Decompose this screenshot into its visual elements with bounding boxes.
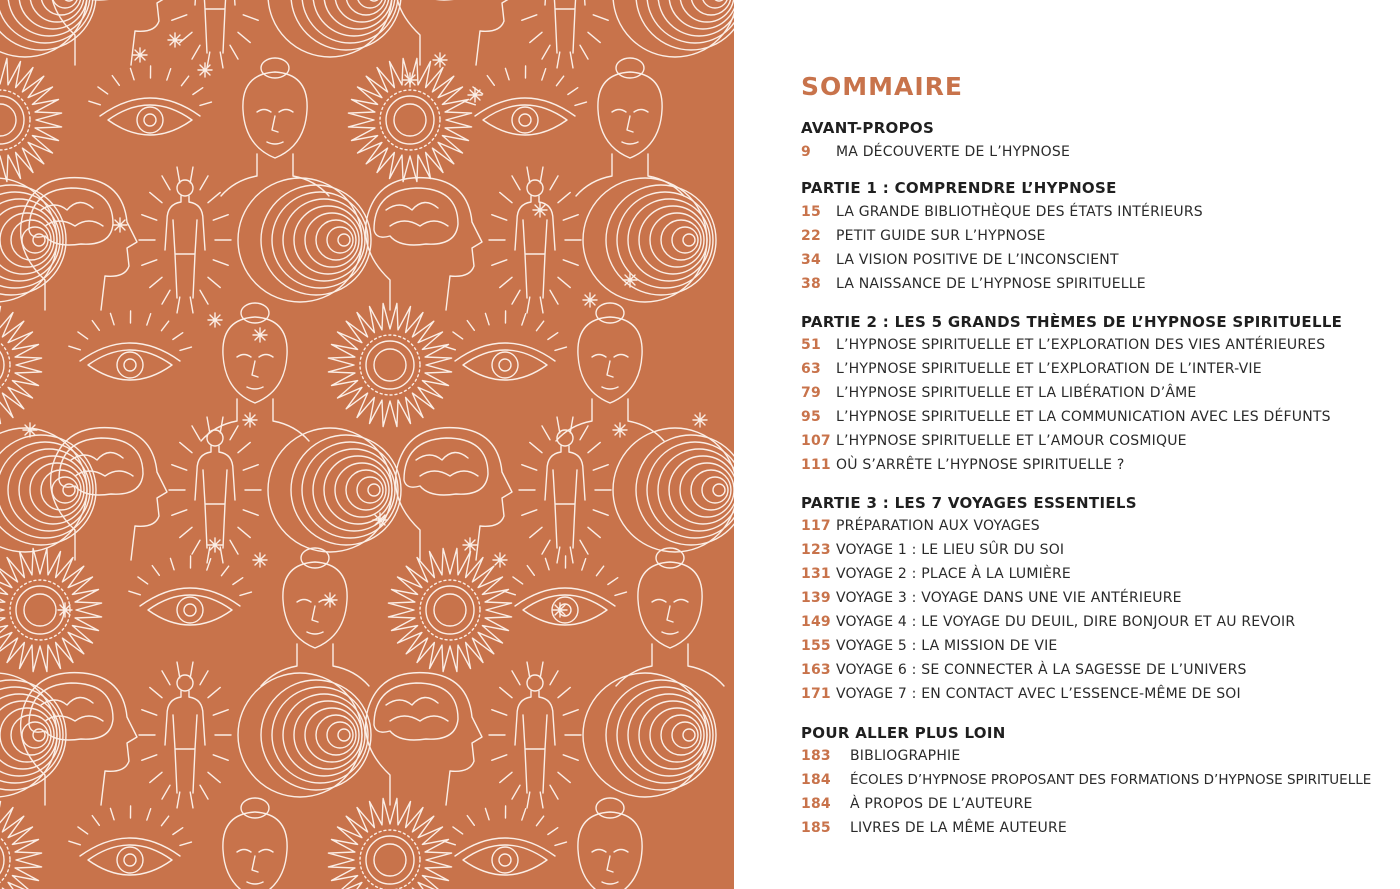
entry-label: L’HYPNOSE SPIRITUELLE ET L’EXPLORATION DE L’INTER-VIE bbox=[836, 361, 1262, 377]
human-figure-icon bbox=[139, 167, 231, 313]
page-number: 123 bbox=[801, 542, 831, 558]
toc-entry[interactable] bbox=[801, 252, 1119, 268]
concentric-circles-icon bbox=[0, 178, 66, 302]
star-icon bbox=[23, 423, 37, 437]
brain-head-icon bbox=[366, 673, 482, 805]
concentric-circles-icon bbox=[613, 428, 734, 552]
toc-entry[interactable] bbox=[801, 204, 1203, 220]
table-of-contents bbox=[801, 0, 1396, 889]
entry-label: PRÉPARATION AUX VOYAGES bbox=[836, 518, 1040, 534]
toc-entry[interactable] bbox=[801, 638, 1057, 654]
star-icon bbox=[403, 73, 417, 87]
toc-entry[interactable] bbox=[801, 276, 1146, 292]
concentric-circles-icon bbox=[583, 673, 716, 797]
concentric-circles-icon bbox=[0, 0, 96, 57]
page-number: 117 bbox=[801, 518, 831, 534]
section-heading: POUR ALLER PLUS LOIN bbox=[801, 724, 1006, 742]
entry-label: OÙ S’ARRÊTE L’HYPNOSE SPIRITUELLE ? bbox=[836, 457, 1125, 473]
page-number: 111 bbox=[801, 457, 831, 473]
star-icon bbox=[208, 313, 222, 327]
face-icon bbox=[576, 58, 684, 196]
toc-entry[interactable] bbox=[801, 385, 1196, 401]
sun-icon bbox=[388, 548, 511, 671]
entry-label: VOYAGE 3 : VOYAGE DANS UNE VIE ANTÉRIEURE bbox=[836, 590, 1182, 606]
toc-entry[interactable] bbox=[801, 337, 1325, 353]
star-icon bbox=[583, 293, 597, 307]
section-heading: PARTIE 2 : LES 5 GRANDS THÈMES DE L’HYPNOSE SPIRITUELLE bbox=[801, 313, 1343, 331]
face-icon bbox=[261, 548, 369, 686]
face-icon bbox=[201, 798, 309, 889]
star-icon bbox=[253, 328, 267, 342]
brain-head-icon bbox=[396, 428, 512, 560]
face-icon bbox=[556, 798, 664, 889]
star-icon bbox=[468, 88, 482, 102]
page-number: 149 bbox=[801, 614, 831, 630]
toc-entry[interactable] bbox=[801, 662, 1247, 678]
star-icon bbox=[613, 423, 627, 437]
section-heading: PARTIE 1 : COMPRENDRE L’HYPNOSE bbox=[801, 179, 1117, 197]
toc-entry[interactable] bbox=[801, 614, 1295, 630]
toc-entry[interactable] bbox=[801, 686, 1241, 702]
star-icon bbox=[58, 603, 72, 617]
star-icon bbox=[198, 63, 212, 77]
brain-head-icon bbox=[366, 178, 482, 310]
star-icon bbox=[168, 33, 182, 47]
sun-icon bbox=[0, 798, 42, 889]
star-icon bbox=[623, 273, 637, 287]
page-number: 38 bbox=[801, 276, 821, 292]
entry-label: L’HYPNOSE SPIRITUELLE ET LA COMMUNICATION AVEC LES DÉFUNTS bbox=[836, 409, 1331, 425]
page-number: 34 bbox=[801, 252, 821, 268]
toc-entry[interactable] bbox=[801, 590, 1182, 606]
page-number: 184 bbox=[801, 772, 831, 788]
concentric-circles-icon bbox=[268, 428, 401, 552]
entry-label: VOYAGE 1 : LE LIEU SÛR DU SOI bbox=[836, 542, 1065, 558]
eye-icon bbox=[89, 66, 212, 135]
entry-label: BIBLIOGRAPHIE bbox=[850, 748, 961, 764]
entry-label: L’HYPNOSE SPIRITUELLE ET L’AMOUR COSMIQUE bbox=[836, 433, 1187, 449]
concentric-circles-icon bbox=[0, 673, 66, 797]
sun-icon bbox=[0, 548, 102, 671]
concentric-circles-icon bbox=[0, 428, 96, 552]
entry-label: L’HYPNOSE SPIRITUELLE ET LA LIBÉRATION D’ÂME bbox=[836, 385, 1197, 401]
page-number: 22 bbox=[801, 228, 821, 244]
page-number: 171 bbox=[801, 686, 831, 702]
toc-entry[interactable] bbox=[801, 748, 960, 764]
eye-icon bbox=[69, 311, 192, 380]
star-icon bbox=[433, 53, 447, 67]
entry-label: VOYAGE 7 : EN CONTACT AVEC L’ESSENCE-MÊME DE SOI bbox=[836, 686, 1241, 702]
eye-icon bbox=[444, 806, 567, 875]
human-figure-icon bbox=[519, 0, 611, 68]
star-icon bbox=[243, 413, 257, 427]
sun-icon bbox=[328, 303, 451, 426]
star-icon bbox=[553, 603, 567, 617]
entry-label: LIVRES DE LA MÊME AUTEURE bbox=[850, 820, 1067, 836]
concentric-circles-icon bbox=[268, 0, 401, 57]
star-icon bbox=[133, 48, 147, 62]
toc-entry[interactable] bbox=[801, 144, 1070, 160]
star-icon bbox=[493, 553, 507, 567]
entry-label: L’HYPNOSE SPIRITUELLE ET L’EXPLORATION DES VIES ANTÉRIEURES bbox=[836, 337, 1326, 353]
entry-label: LA VISION POSITIVE DE L’INCONSCIENT bbox=[836, 252, 1119, 268]
entry-label: LA NAISSANCE DE L’HYPNOSE SPIRITUELLE bbox=[836, 276, 1146, 292]
star-icon bbox=[113, 218, 127, 232]
concentric-circles-icon bbox=[238, 673, 371, 797]
human-figure-icon bbox=[519, 417, 611, 563]
entry-label: PETIT GUIDE SUR L’HYPNOSE bbox=[836, 228, 1046, 244]
sun-icon bbox=[0, 58, 62, 181]
page-number: 107 bbox=[801, 433, 831, 449]
face-icon bbox=[221, 58, 329, 196]
page-number: 155 bbox=[801, 638, 831, 654]
human-figure-icon bbox=[489, 662, 581, 808]
face-icon bbox=[616, 548, 724, 686]
toc-entry[interactable] bbox=[801, 228, 1046, 244]
page-number: 184 bbox=[801, 796, 831, 812]
toc-entry[interactable] bbox=[801, 566, 1071, 582]
toc-entry[interactable] bbox=[801, 518, 1040, 534]
star-icon bbox=[253, 553, 267, 567]
toc-entry[interactable] bbox=[801, 820, 1067, 836]
eye-icon bbox=[444, 311, 567, 380]
human-figure-icon bbox=[139, 662, 231, 808]
page-number: 9 bbox=[801, 144, 811, 160]
section-heading: AVANT-PROPOS bbox=[801, 119, 935, 137]
eye-icon bbox=[129, 556, 252, 625]
star-icon bbox=[533, 203, 547, 217]
concentric-circles-icon bbox=[583, 178, 716, 302]
entry-label: VOYAGE 5 : LA MISSION DE VIE bbox=[836, 638, 1058, 654]
toc-entry[interactable] bbox=[801, 772, 1371, 788]
eye-icon bbox=[464, 66, 587, 135]
concentric-circles-icon bbox=[613, 0, 734, 57]
toc-entry[interactable] bbox=[801, 409, 1331, 425]
star-icon bbox=[373, 513, 387, 527]
page-number: 163 bbox=[801, 662, 831, 678]
toc-entry[interactable] bbox=[801, 796, 1033, 812]
page-number: 131 bbox=[801, 566, 831, 582]
page-number: 139 bbox=[801, 590, 831, 606]
page-number: 185 bbox=[801, 820, 831, 836]
page-number: 95 bbox=[801, 409, 821, 425]
entry-label: VOYAGE 2 : PLACE À LA LUMIÈRE bbox=[836, 566, 1071, 582]
toc-entry[interactable] bbox=[801, 542, 1064, 558]
page-number: 63 bbox=[801, 361, 821, 377]
star-icon bbox=[208, 538, 222, 552]
page-number: 79 bbox=[801, 385, 821, 401]
human-figure-icon bbox=[169, 0, 261, 68]
page-number: 15 bbox=[801, 204, 821, 220]
star-icon bbox=[463, 538, 477, 552]
entry-label: MA DÉCOUVERTE DE L’HYPNOSE bbox=[836, 144, 1071, 160]
section-heading: PARTIE 3 : LES 7 VOYAGES ESSENTIELS bbox=[801, 494, 1137, 512]
toc-entry[interactable] bbox=[801, 361, 1262, 377]
entry-label: VOYAGE 6 : SE CONNECTER À LA SAGESSE DE L’UNIVERS bbox=[836, 662, 1247, 678]
toc-entry[interactable] bbox=[801, 457, 1125, 473]
entry-label: LA GRANDE BIBLIOTHÈQUE DES ÉTATS INTÉRIEURS bbox=[836, 204, 1203, 220]
brain-head-icon bbox=[396, 0, 512, 65]
star-icon bbox=[323, 593, 337, 607]
concentric-circles-icon bbox=[238, 178, 371, 302]
entry-label: À PROPOS DE L’AUTEURE bbox=[850, 796, 1033, 812]
sun-icon bbox=[0, 303, 42, 426]
human-figure-icon bbox=[489, 167, 581, 313]
page-title: SOMMAIRE bbox=[801, 72, 963, 101]
page-number: 183 bbox=[801, 748, 831, 764]
entry-label: ÉCOLES D’HYPNOSE PROPOSANT DES FORMATIONS D’HYPNOSE SPIRITUELLE bbox=[850, 772, 1372, 788]
toc-entry[interactable] bbox=[801, 433, 1187, 449]
star-icon bbox=[693, 413, 707, 427]
eye-icon bbox=[69, 806, 192, 875]
page-number: 51 bbox=[801, 337, 821, 353]
brain-head-icon bbox=[51, 0, 167, 65]
entry-label: VOYAGE 4 : LE VOYAGE DU DEUIL, DIRE BONJOUR ET AU REVOIR bbox=[836, 614, 1296, 630]
sun-icon bbox=[328, 798, 451, 889]
